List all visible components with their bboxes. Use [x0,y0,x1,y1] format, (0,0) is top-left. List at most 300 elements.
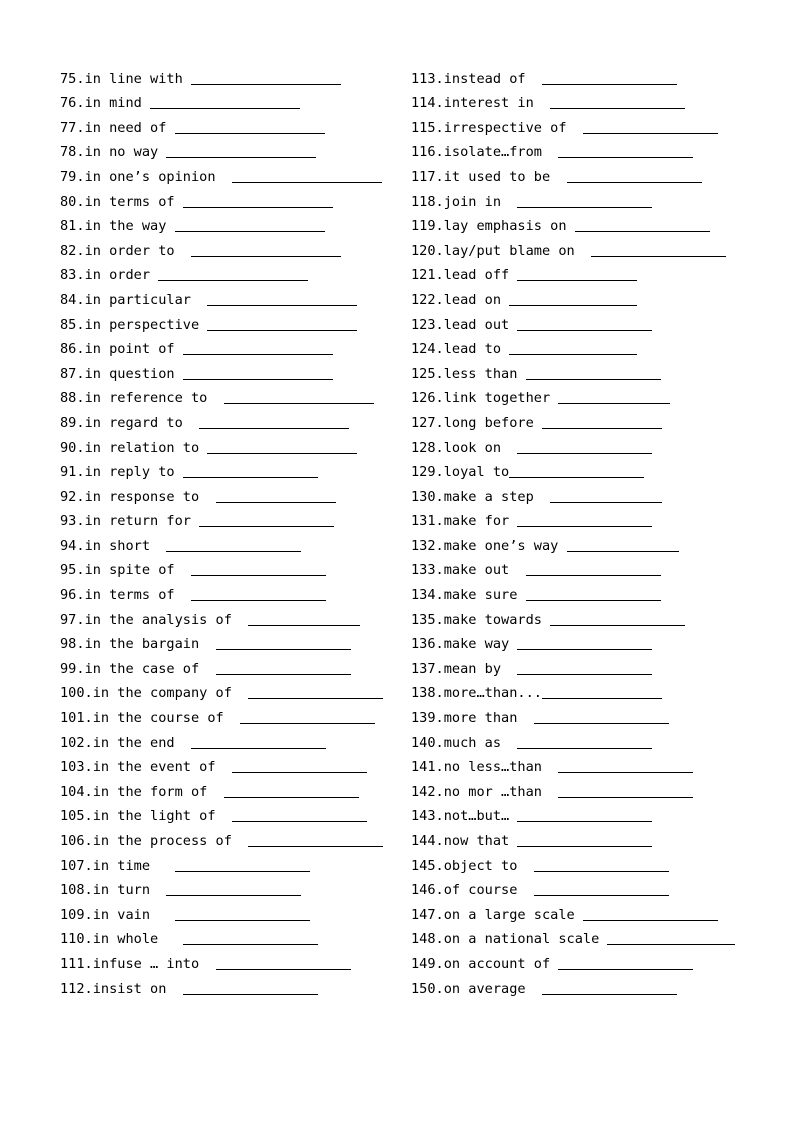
list-item [411,284,781,309]
answer-blank[interactable] [183,476,318,478]
list-item [411,629,781,654]
item-phrase: look on [443,439,518,456]
item-phrase: insist on [92,980,183,997]
item-number: 103. [60,759,93,776]
answer-blank[interactable] [558,796,693,798]
list-item [411,407,781,432]
item-phrase: make out [443,562,526,579]
list-item [60,358,400,383]
list-item [411,579,781,604]
item-phrase: instead of [443,70,542,87]
item-number: 134. [411,587,444,604]
answer-blank[interactable] [509,353,637,355]
list-item [60,555,400,580]
item-number: 81. [60,218,85,235]
answer-blank[interactable] [240,722,375,724]
list-item [60,88,400,113]
item-phrase: in spite of [84,562,191,579]
answer-blank[interactable] [517,673,652,675]
answer-blank[interactable] [191,255,341,257]
answer-blank[interactable] [232,820,367,822]
answer-blank[interactable] [558,968,693,970]
item-phrase: in the case of [84,660,216,677]
item-number: 93. [60,513,85,530]
item-phrase: in particular [84,291,208,308]
item-number: 98. [60,636,85,653]
list-item [411,481,781,506]
answer-blank[interactable] [558,771,693,773]
item-phrase: more…than... [443,685,542,702]
list-item [60,211,400,236]
list-item [60,407,400,432]
list-item [411,604,781,629]
answer-blank[interactable] [509,304,637,306]
list-item [411,186,781,211]
list-item [60,284,400,309]
answer-blank[interactable] [517,845,652,847]
answer-blank[interactable] [191,83,341,85]
list-item [411,555,781,580]
list-item [60,653,400,678]
item-phrase: in terms of [84,587,191,604]
item-phrase: isolate…from [443,144,559,161]
item-number: 117. [411,168,444,185]
list-item [411,235,781,260]
item-phrase: link together [443,390,559,407]
answer-blank[interactable] [191,574,326,576]
item-phrase: make for [443,513,518,530]
list-item [411,112,781,137]
item-phrase: mean by [443,660,518,677]
answer-blank[interactable] [232,771,367,773]
list-item [411,260,781,285]
item-phrase: in order [84,267,159,284]
item-phrase: lay emphasis on [443,218,575,235]
item-number: 94. [60,537,85,554]
list-item [411,727,781,752]
list-item [60,850,400,875]
item-phrase: no mor …than [443,783,559,800]
list-item [411,137,781,162]
item-phrase: much as [443,734,518,751]
answer-blank[interactable] [534,722,669,724]
item-phrase: lead off [443,267,518,284]
item-number: 141. [411,759,444,776]
item-number: 132. [411,537,444,554]
answer-blank[interactable] [224,402,374,404]
item-number: 101. [60,710,93,727]
answer-blank[interactable] [517,525,652,527]
list-item [60,161,400,186]
item-number: 115. [411,119,444,136]
list-item [60,727,400,752]
item-phrase: no less…than [443,759,559,776]
item-number: 80. [60,193,85,210]
list-item [60,604,400,629]
item-phrase: in line with [84,70,191,87]
item-number: 127. [411,414,444,431]
item-phrase: in the light of [92,808,232,825]
item-number: 126. [411,390,444,407]
item-number: 112. [60,980,93,997]
item-number: 88. [60,390,85,407]
item-phrase: in point of [84,341,183,358]
answer-blank[interactable] [199,427,349,429]
answer-blank[interactable] [175,132,325,134]
item-phrase: in the company of [92,685,249,702]
answer-blank[interactable] [232,181,382,183]
item-phrase: in the way [84,218,175,235]
list-item [411,506,781,531]
answer-blank[interactable] [550,501,662,503]
list-item [411,776,781,801]
item-number: 135. [411,611,444,628]
item-phrase: make one’s way [443,537,567,554]
answer-blank[interactable] [517,820,652,822]
list-item [411,383,781,408]
item-phrase: in the bargain [84,636,216,653]
answer-blank[interactable] [567,550,679,552]
item-number: 124. [411,341,444,358]
item-number: 122. [411,291,444,308]
item-number: 119. [411,218,444,235]
list-item [60,973,400,998]
item-phrase: in the process of [92,833,249,849]
answer-blank[interactable] [183,993,318,995]
item-number: 133. [411,562,444,579]
list-item [60,924,400,949]
answer-blank[interactable] [517,206,652,208]
list-item [411,358,781,383]
list-item [60,63,400,88]
item-phrase: make a step [443,488,551,505]
item-phrase: in whole [92,931,183,948]
item-number: 130. [411,488,444,505]
list-item [60,579,400,604]
list-item [411,309,781,334]
answer-blank[interactable] [248,624,360,626]
answer-blank[interactable] [248,845,383,847]
item-number: 131. [411,513,444,530]
answer-blank[interactable] [150,107,300,109]
list-item [60,137,400,162]
list-item [60,112,400,137]
answer-blank[interactable] [558,156,693,158]
item-number: 106. [60,833,93,849]
item-phrase: less than [443,365,526,382]
item-phrase: object to [443,857,534,874]
list-item [411,801,781,826]
list-item [60,702,400,727]
answer-blank[interactable] [509,476,644,478]
item-phrase: in regard to [84,414,200,431]
answer-blank[interactable] [567,181,702,183]
item-number: 150. [411,980,444,997]
item-phrase: in the form of [92,783,224,800]
list-item [411,530,781,555]
list-item [411,825,781,850]
answer-blank[interactable] [542,427,662,429]
item-phrase: on account of [443,955,559,972]
item-number: 123. [411,316,444,333]
item-phrase: make towards [443,611,551,628]
answer-blank[interactable] [517,648,652,650]
item-number: 109. [60,906,93,923]
item-number: 96. [60,587,85,604]
item-phrase: on average [443,980,542,997]
item-number: 111. [60,955,93,972]
item-phrase: not…but… [443,808,518,825]
answer-blank[interactable] [517,329,652,331]
list-item [411,702,781,727]
item-number: 105. [60,808,93,825]
item-number: 143. [411,808,444,825]
item-number: 121. [411,267,444,284]
answer-blank[interactable] [216,673,351,675]
item-phrase: in need of [84,119,175,136]
answer-blank[interactable] [526,574,661,576]
list-item [60,530,400,555]
item-number: 138. [411,685,444,702]
list-item [411,653,781,678]
answer-blank[interactable] [591,255,726,257]
list-item [60,383,400,408]
list-item [60,186,400,211]
item-phrase: loyal to [443,464,510,481]
item-phrase: join in [443,193,518,210]
item-number: 128. [411,439,444,456]
answer-blank[interactable] [583,132,718,134]
list-item [60,260,400,285]
item-number: 108. [60,882,93,899]
list-item [411,875,781,900]
answer-blank[interactable] [207,304,357,306]
list-item [411,850,781,875]
list-item [60,678,400,703]
item-number: 149. [411,955,444,972]
item-phrase: now that [443,833,518,849]
item-phrase: make sure [443,587,526,604]
item-phrase: make way [443,636,518,653]
item-number: 95. [60,562,85,579]
item-number: 125. [411,365,444,382]
list-item [411,161,781,186]
item-number: 82. [60,242,85,259]
item-phrase: lead on [443,291,510,308]
answer-blank[interactable] [166,894,301,896]
answer-blank[interactable] [550,624,685,626]
answer-blank[interactable] [207,452,357,454]
item-phrase: of course [443,882,534,899]
item-number: 139. [411,710,444,727]
answer-blank[interactable] [158,279,308,281]
item-phrase: in perspective [84,316,208,333]
list-item [60,235,400,260]
item-number: 110. [60,931,93,948]
item-number: 116. [411,144,444,161]
answer-blank[interactable] [526,378,661,380]
item-phrase: in time [92,857,175,874]
list-item [411,457,781,482]
item-phrase: on a large scale [443,906,583,923]
item-number: 129. [411,464,444,481]
item-number: 87. [60,365,85,382]
item-phrase: irrespective of [443,119,583,136]
list-item [60,309,400,334]
answer-blank[interactable] [175,230,325,232]
item-number: 120. [411,242,444,259]
item-number: 90. [60,439,85,456]
answer-blank[interactable] [534,894,669,896]
item-phrase: long before [443,414,542,431]
item-number: 104. [60,783,93,800]
answer-blank[interactable] [575,230,710,232]
item-phrase: in question [84,365,183,382]
item-phrase: in relation to [84,439,208,456]
answer-blank[interactable] [550,107,685,109]
answer-blank[interactable] [607,943,735,945]
item-number: 86. [60,341,85,358]
item-phrase: it used to be [443,168,567,185]
answer-blank[interactable] [224,796,359,798]
item-phrase: in reply to [84,464,183,481]
list-item [60,825,400,850]
list-item [411,948,781,973]
item-phrase: in vain [92,906,175,923]
item-number: 79. [60,168,85,185]
item-phrase: on a national scale [443,931,608,948]
answer-blank[interactable] [183,378,333,380]
item-phrase: in return for [84,513,200,530]
item-number: 107. [60,857,93,874]
item-number: 84. [60,291,85,308]
item-number: 102. [60,734,93,751]
answer-blank[interactable] [583,919,718,921]
right-column [411,63,781,998]
item-number: 145. [411,857,444,874]
answer-blank[interactable] [175,919,310,921]
item-phrase: in short [84,537,167,554]
item-number: 83. [60,267,85,284]
list-item [411,973,781,998]
answer-blank[interactable] [183,206,333,208]
item-number: 142. [411,783,444,800]
item-phrase: in the end [92,734,191,751]
answer-blank[interactable] [542,697,662,699]
answer-blank[interactable] [199,525,334,527]
answer-blank[interactable] [216,501,336,503]
list-item [60,334,400,359]
item-number: 100. [60,685,93,702]
list-item [60,899,400,924]
answer-blank[interactable] [517,279,637,281]
answer-blank[interactable] [542,993,677,995]
list-item [60,801,400,826]
item-phrase: lead out [443,316,518,333]
item-phrase: in mind [84,95,151,112]
answer-blank[interactable] [175,870,310,872]
item-number: 75. [60,70,85,87]
list-item [411,752,781,777]
item-number: 137. [411,660,444,677]
item-number: 147. [411,906,444,923]
list-item [411,63,781,88]
answer-blank[interactable] [517,747,652,749]
list-item [411,211,781,236]
list-item [60,752,400,777]
item-phrase: in order to [84,242,191,259]
item-number: 118. [411,193,444,210]
item-phrase: interest in [443,95,551,112]
list-item [60,481,400,506]
item-number: 113. [411,70,444,87]
item-phrase: in the event of [92,759,232,776]
list-item [60,948,400,973]
item-number: 85. [60,316,85,333]
item-number: 89. [60,414,85,431]
answer-blank[interactable] [207,329,357,331]
answer-blank[interactable] [191,599,326,601]
answer-blank[interactable] [542,83,677,85]
item-number: 114. [411,95,444,112]
answer-blank[interactable] [517,452,652,454]
list-item [411,334,781,359]
answer-blank[interactable] [191,747,326,749]
item-phrase: in the course of [92,710,241,727]
list-item [60,506,400,531]
item-phrase: in the analysis of [84,611,249,628]
item-phrase: lead to [443,341,510,358]
answer-blank[interactable] [166,550,301,552]
answer-blank[interactable] [183,353,333,355]
item-phrase: in terms of [84,193,183,210]
item-number: 146. [411,882,444,899]
list-item [60,457,400,482]
answer-blank[interactable] [534,870,669,872]
item-phrase: in no way [84,144,167,161]
item-number: 144. [411,833,444,849]
item-number: 140. [411,734,444,751]
answer-blank[interactable] [558,402,670,404]
list-item [60,875,400,900]
answer-blank[interactable] [216,968,351,970]
item-phrase: in one’s opinion [84,168,232,185]
answer-blank[interactable] [166,156,316,158]
answer-blank[interactable] [216,648,351,650]
list-item [411,924,781,949]
item-phrase: in reference to [84,390,224,407]
item-number: 97. [60,611,85,628]
item-phrase: lay/put blame on [443,242,592,259]
item-number: 92. [60,488,85,505]
list-item [411,899,781,924]
item-number: 148. [411,931,444,948]
item-phrase: infuse … into [92,955,216,972]
item-number: 99. [60,660,85,677]
answer-blank[interactable] [183,943,318,945]
left-column [60,63,400,998]
item-number: 91. [60,464,85,481]
item-number: 77. [60,119,85,136]
item-number: 78. [60,144,85,161]
answer-blank[interactable] [248,697,383,699]
item-phrase: in turn [92,882,167,899]
list-item [60,432,400,457]
list-item [411,432,781,457]
item-number: 136. [411,636,444,653]
answer-blank[interactable] [526,599,661,601]
list-item [411,88,781,113]
